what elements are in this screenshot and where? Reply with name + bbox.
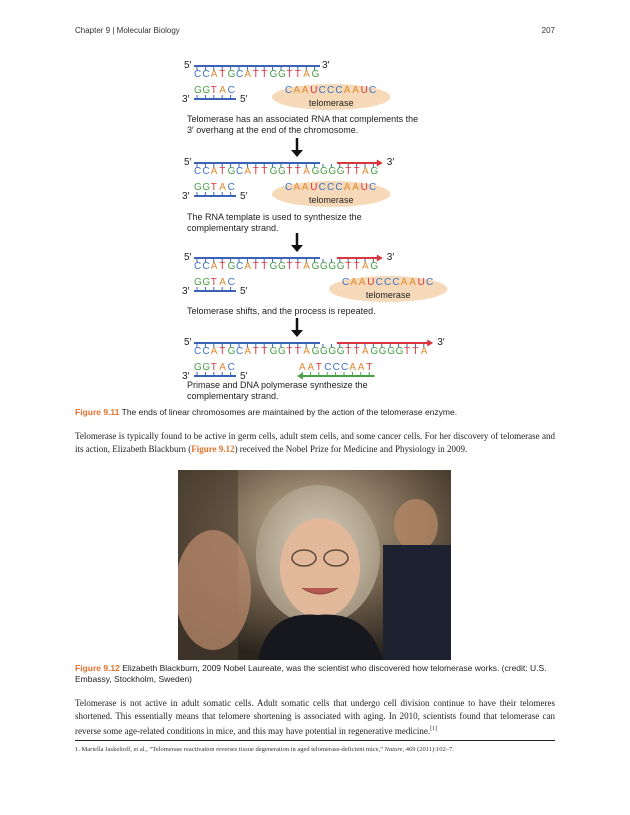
top-strand-base: G bbox=[320, 261, 328, 272]
top-strand-base: A bbox=[244, 69, 252, 80]
rna-template-base: C bbox=[318, 182, 326, 193]
top-strand-base: A bbox=[362, 346, 369, 357]
top-strand-base: C bbox=[202, 346, 210, 357]
rna-template-base: C bbox=[327, 85, 335, 96]
top-strand-base: G bbox=[378, 346, 387, 357]
step-caption: Telomerase has an associated RNA that complements the bbox=[187, 114, 419, 124]
rna-template-base: C bbox=[392, 277, 400, 288]
new-strand-base: C bbox=[324, 362, 332, 373]
top-strand-base: T bbox=[219, 69, 226, 80]
rna-template-base: C bbox=[369, 85, 377, 96]
top-strand-base: C bbox=[236, 261, 244, 272]
top-strand-base: G bbox=[336, 261, 345, 272]
footnote-text: 1. Mariella Jaskelioff, et al., “Telomerase reactivation reverses tissue degeneration in aged telomerase-deficient mice,” bbox=[75, 746, 384, 753]
prime-5-label: 5′ bbox=[184, 157, 192, 168]
new-strand-base: A bbox=[307, 362, 315, 373]
bottom-strand-base: T bbox=[210, 85, 217, 96]
new-strand-base: C bbox=[332, 362, 340, 373]
top-strand-base: T bbox=[252, 346, 259, 357]
rna-template-base: C bbox=[335, 182, 343, 193]
top-strand-base: T bbox=[261, 261, 268, 272]
prime-5-label: 5′ bbox=[184, 337, 192, 348]
synthesis-arrow bbox=[297, 373, 303, 380]
bottom-strand-base: C bbox=[227, 277, 235, 288]
top-strand-base: T bbox=[219, 166, 226, 177]
footnote-divider bbox=[75, 740, 555, 741]
top-strand-base: G bbox=[269, 261, 278, 272]
top-strand-base: A bbox=[244, 261, 252, 272]
top-strand-base: G bbox=[269, 69, 278, 80]
prime-3-label: 3′ bbox=[386, 157, 395, 168]
top-strand-base: C bbox=[236, 346, 244, 357]
prime-5-label: 5′ bbox=[184, 60, 192, 71]
paragraph-text: ) received the Nobel Prize for Medicine and Physiology in 2009. bbox=[234, 444, 468, 454]
step-caption: 3′ overhang at the end of the chromosome. bbox=[187, 125, 359, 135]
bottom-strand-base: C bbox=[227, 362, 235, 373]
top-strand-base: A bbox=[210, 261, 218, 272]
figure-label: Figure 9.12 bbox=[75, 663, 120, 673]
top-strand-base: T bbox=[286, 69, 293, 80]
top-strand-base: T bbox=[286, 346, 293, 357]
top-strand-base: G bbox=[227, 69, 236, 80]
step-arrow bbox=[291, 150, 303, 157]
top-strand-base: G bbox=[370, 261, 379, 272]
prime-3-label: 3′ bbox=[437, 337, 445, 348]
figure-9-11-caption bbox=[75, 407, 555, 418]
bottom-strand-base: G bbox=[202, 362, 211, 373]
top-strand-base: G bbox=[278, 346, 286, 357]
figure-caption-text: Elizabeth Blackburn, 2009 Nobel Laureate, was the scientist who discovered how telomerase works. (credit: U.S. Embassy, Stockholm, Sweden) bbox=[75, 663, 547, 684]
top-strand-base: C bbox=[194, 166, 202, 177]
prime-5-label: 5′ bbox=[240, 371, 248, 382]
bottom-strand-base: A bbox=[219, 85, 226, 96]
top-strand-base: G bbox=[227, 261, 236, 272]
rna-template-base: C bbox=[369, 182, 377, 193]
top-strand-base: C bbox=[202, 69, 210, 80]
top-strand-base: A bbox=[244, 166, 252, 177]
top-strand-base: T bbox=[261, 346, 268, 357]
top-strand-base: G bbox=[336, 166, 345, 177]
prime-5-label: 5′ bbox=[240, 191, 248, 202]
prime-3-label: 3′ bbox=[386, 252, 395, 263]
top-strand-base: G bbox=[227, 346, 236, 357]
prime-3-label: 3′ bbox=[182, 94, 190, 105]
top-strand-base: A bbox=[303, 69, 310, 80]
rna-template-base: C bbox=[318, 85, 326, 96]
rna-template-base: U bbox=[310, 182, 318, 193]
page-number: 207 bbox=[541, 26, 555, 35]
step-arrow bbox=[291, 330, 303, 337]
top-strand-base: G bbox=[336, 346, 345, 357]
rna-template-base: A bbox=[301, 182, 309, 193]
rna-template-base: C bbox=[342, 277, 350, 288]
top-strand-base: T bbox=[345, 166, 352, 177]
step-caption: complementary strand. bbox=[187, 391, 279, 401]
prime-3-label: 3′ bbox=[182, 371, 190, 382]
figure-9-12-caption bbox=[75, 663, 555, 685]
top-strand-base: C bbox=[236, 69, 244, 80]
rna-template-base: A bbox=[409, 277, 416, 288]
top-strand-base: G bbox=[320, 346, 328, 357]
step-caption: Primase and DNA polymerase synthesize the bbox=[187, 380, 368, 390]
top-strand-base: T bbox=[261, 166, 268, 177]
bottom-strand-base: G bbox=[202, 182, 211, 193]
bottom-strand-base: G bbox=[194, 362, 202, 373]
top-strand-base: A bbox=[303, 166, 310, 177]
telomerase-label: telomerase bbox=[308, 98, 354, 108]
rna-template-base: C bbox=[375, 277, 383, 288]
top-strand-base: G bbox=[320, 166, 328, 177]
top-strand-base: A bbox=[244, 346, 252, 357]
top-strand-base: A bbox=[210, 166, 218, 177]
bottom-strand-base: A bbox=[219, 362, 226, 373]
paragraph-text: Telomerase is not active in adult somatic cells. Adult somatic cells that undergo cell division continue to have their telomeres shortened. This essentially means that telomere shortening is associated with aging. In 2010, scientists found that telomerase can reverse some age-related conditions in mice, and this may have potential in regenerative medicine. bbox=[75, 698, 555, 736]
bottom-strand-base: A bbox=[219, 182, 226, 193]
rna-template-base: A bbox=[350, 277, 358, 288]
top-strand-base: T bbox=[219, 346, 226, 357]
new-strand-base: T bbox=[366, 362, 373, 373]
top-strand-base: T bbox=[353, 346, 360, 357]
extension-arrow bbox=[427, 340, 433, 347]
blackburn-photo bbox=[178, 470, 451, 660]
top-strand-base: A bbox=[303, 346, 310, 357]
top-strand-base: T bbox=[353, 166, 360, 177]
bottom-strand-base: G bbox=[202, 85, 211, 96]
top-strand-base: G bbox=[269, 166, 278, 177]
top-strand-base: C bbox=[194, 346, 202, 357]
top-strand-base: G bbox=[328, 166, 337, 177]
top-strand-base: T bbox=[294, 261, 301, 272]
bottom-strand-base: G bbox=[194, 182, 202, 193]
top-strand-base: G bbox=[370, 166, 379, 177]
paragraph-text: Telomerase is typically found to be active in germ cells, adult stem cells, and some cancer cells. For her discovery of telomerase and its action, Elizabeth Blackburn ( bbox=[75, 431, 555, 454]
rna-template-base: C bbox=[285, 182, 293, 193]
top-strand-base: T bbox=[345, 346, 352, 357]
top-strand-base: G bbox=[328, 261, 337, 272]
rna-template-base: A bbox=[352, 182, 359, 193]
top-strand-base: G bbox=[278, 166, 286, 177]
bottom-strand-base: A bbox=[219, 277, 226, 288]
rna-template-base: A bbox=[301, 85, 309, 96]
step-caption: The RNA template is used to synthesize the bbox=[187, 212, 362, 222]
new-strand-base: A bbox=[299, 362, 306, 373]
paragraph-somatic-cells bbox=[75, 697, 555, 738]
telomerase-diagram bbox=[172, 55, 462, 405]
bottom-strand-base: G bbox=[202, 277, 211, 288]
top-strand-base: G bbox=[311, 261, 320, 272]
top-strand-base: C bbox=[202, 261, 210, 272]
top-strand-base: G bbox=[370, 346, 379, 357]
prime-3-label: 3′ bbox=[322, 60, 330, 71]
prime-5-label: 5′ bbox=[184, 252, 192, 263]
rna-template-base: A bbox=[343, 85, 351, 96]
footnote-journal: Nature bbox=[384, 746, 403, 753]
rna-template-base: C bbox=[285, 85, 293, 96]
rna-template-base: A bbox=[293, 182, 301, 193]
top-strand-base: T bbox=[286, 166, 293, 177]
rna-template-base: C bbox=[426, 277, 434, 288]
rna-template-base: A bbox=[352, 85, 359, 96]
top-strand-base: T bbox=[252, 166, 259, 177]
top-strand-base: T bbox=[345, 261, 352, 272]
top-strand-base: C bbox=[236, 166, 244, 177]
top-strand-base: G bbox=[328, 346, 337, 357]
new-strand-base: T bbox=[315, 362, 322, 373]
top-strand-base: G bbox=[278, 261, 286, 272]
top-strand-base: T bbox=[286, 261, 293, 272]
rna-template-base: C bbox=[327, 182, 335, 193]
rna-template-base: A bbox=[293, 85, 301, 96]
bottom-strand-base: C bbox=[227, 85, 235, 96]
rna-template-base: C bbox=[335, 85, 343, 96]
top-strand-base: T bbox=[252, 69, 259, 80]
top-strand-base: A bbox=[362, 261, 369, 272]
top-strand-base: C bbox=[194, 261, 202, 272]
bottom-strand-base: C bbox=[227, 182, 235, 193]
figure-label: Figure 9.11 bbox=[75, 407, 120, 417]
new-strand-base: C bbox=[341, 362, 349, 373]
bottom-strand-base: T bbox=[210, 277, 217, 288]
top-strand-base: G bbox=[278, 69, 286, 80]
top-strand-base: G bbox=[269, 346, 278, 357]
top-strand-base: T bbox=[294, 166, 301, 177]
bottom-strand-base: G bbox=[194, 85, 202, 96]
rna-template-base: U bbox=[417, 277, 425, 288]
top-strand-base: C bbox=[202, 166, 210, 177]
top-strand-base: A bbox=[303, 261, 310, 272]
chapter-header: Chapter 9 | Molecular Biology bbox=[75, 26, 180, 35]
telomerase-label: telomerase bbox=[365, 290, 411, 300]
top-strand-base: G bbox=[395, 346, 404, 357]
top-strand-base: G bbox=[387, 346, 395, 357]
prime-5-label: 5′ bbox=[240, 286, 248, 297]
footnote bbox=[75, 746, 454, 753]
rna-template-base: U bbox=[367, 277, 375, 288]
footnote-ref[interactable]: [1] bbox=[430, 726, 438, 732]
top-strand-base: A bbox=[210, 346, 218, 357]
paragraph-telomerase-activity bbox=[75, 430, 555, 456]
figure-9-12-link[interactable]: Figure 9.12 bbox=[191, 444, 235, 454]
rna-template-base: U bbox=[360, 182, 368, 193]
step-caption: Telomerase shifts, and the process is repeated. bbox=[187, 306, 376, 316]
new-strand-base: A bbox=[349, 362, 357, 373]
prime-3-label: 3′ bbox=[182, 286, 190, 297]
rna-template-base: A bbox=[400, 277, 408, 288]
new-strand-base: A bbox=[357, 362, 365, 373]
rna-template-base: C bbox=[384, 277, 392, 288]
top-strand-base: A bbox=[210, 69, 218, 80]
rna-template-base: A bbox=[358, 277, 366, 288]
telomerase-diagram-svg bbox=[172, 55, 462, 405]
rna-template-base: U bbox=[310, 85, 318, 96]
top-strand-base: A bbox=[362, 166, 369, 177]
top-strand-base: C bbox=[194, 69, 202, 80]
top-strand-base: G bbox=[311, 346, 320, 357]
top-strand-base: T bbox=[252, 261, 259, 272]
top-strand-base: G bbox=[311, 69, 320, 80]
top-strand-base: G bbox=[311, 166, 320, 177]
rna-template-base: U bbox=[360, 85, 368, 96]
top-strand-base: T bbox=[261, 69, 268, 80]
top-strand-base: A bbox=[420, 346, 428, 357]
footnote-text: , 469 (2011):102–7. bbox=[402, 746, 454, 753]
telomerase-label: telomerase bbox=[308, 195, 354, 205]
bottom-strand-base: T bbox=[210, 362, 217, 373]
top-strand-base: T bbox=[294, 346, 301, 357]
rna-template-base: A bbox=[343, 182, 351, 193]
top-strand-base: T bbox=[294, 69, 301, 80]
step-arrow bbox=[291, 245, 303, 252]
prime-3-label: 3′ bbox=[182, 191, 190, 202]
top-strand-base: T bbox=[412, 346, 419, 357]
bottom-strand-base: G bbox=[194, 277, 202, 288]
top-strand-base: T bbox=[219, 261, 226, 272]
step-caption: complementary strand. bbox=[187, 223, 279, 233]
top-strand-base: T bbox=[404, 346, 411, 357]
bottom-strand-base: T bbox=[210, 182, 217, 193]
prime-5-label: 5′ bbox=[240, 94, 248, 105]
top-strand-base: T bbox=[353, 261, 360, 272]
figure-caption-text: The ends of linear chromosomes are maintained by the action of the telomerase enzyme. bbox=[121, 407, 458, 417]
top-strand-base: G bbox=[227, 166, 236, 177]
